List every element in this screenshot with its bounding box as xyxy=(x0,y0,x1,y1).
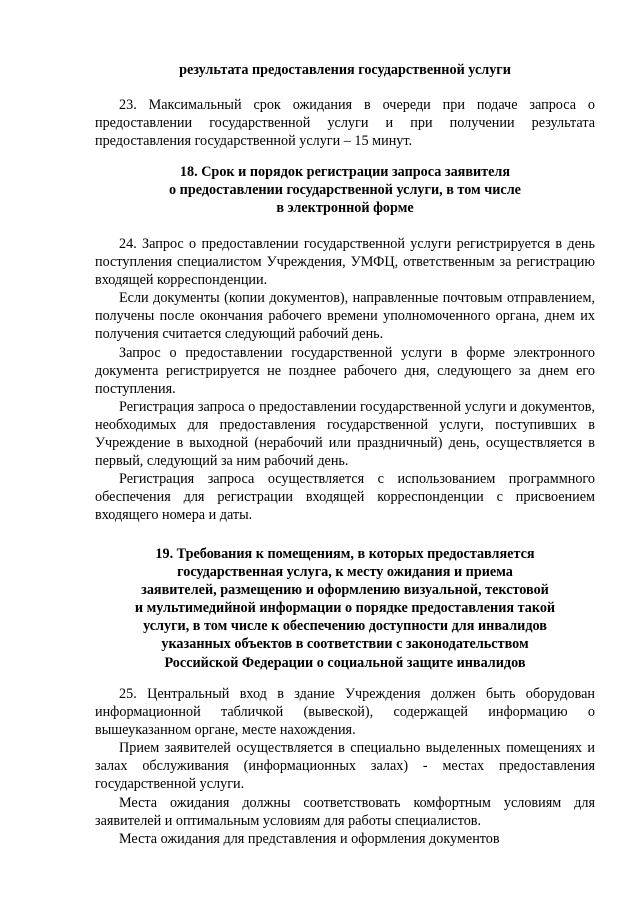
section-19-title-line: услуги, в том числе к обеспечению доступности для инвалидов xyxy=(143,618,547,635)
section-19-title-line: 19. Требования к помещениям, в которых предоставляется xyxy=(155,546,535,562)
paragraph-waiting-comfort: Места ожидания должны соответствовать комфортным условиям для заявителей и оптимальным условиям для работы специалистов. xyxy=(95,794,595,829)
section-18-title-line: о предоставлении государственной услуги, в том числе xyxy=(169,182,521,199)
paragraph-waiting-documents: Места ожидания для представления и оформления документов xyxy=(119,830,500,847)
paragraph-25: 25. Центральный вход в здание Учреждения должен быть оборудован информационной табличкой (вывеской), содержащей информацию о вышеуказанном органе, месте нахождения. xyxy=(95,686,595,739)
section-18-body xyxy=(95,235,595,525)
section-18-title-line: 18. Срок и порядок регистрации запроса заявителя xyxy=(179,164,511,180)
paragraph-24: 24. Запрос о предоставлении государственной услуги регистрируется в день поступления специалистом Учреждения, УМФЦ, ответственным за регистрацию входящей корреспонденции. xyxy=(95,236,595,289)
section-19-title-line: заявителей, размещению и оформлению визуальной, текстовой xyxy=(141,582,549,599)
section-19-body xyxy=(95,685,595,848)
section-19-title-line: государственная услуга, к месту ожидания и приема xyxy=(177,564,513,581)
section-19-title-line: Российской Федерации о социальной защите инвалидов xyxy=(164,654,526,671)
section-19-title-line: и мультимедийной информации о порядке предоставления такой xyxy=(134,600,556,617)
section-18-title-line: в электронной форме xyxy=(276,200,414,217)
section-heading-continuation xyxy=(95,61,595,79)
paragraph-text: 23. Максимальный срок ожидания в очереди при подаче запроса о предоставлении государственной услуги и при получении результата предоставления государственной услуги – 15 минут. xyxy=(95,97,595,150)
section-19-heading xyxy=(95,545,595,672)
paragraph-reception-areas: Прием заявителей осуществляется в специально выделенных помещениях и залах обслуживания (информационных залах) - местах предоставления государственной услуги. xyxy=(95,740,595,793)
section-19-title-line: указанных объектов в соответствии с законодательством xyxy=(161,636,529,653)
top-heading-text: результата предоставления государственной услуги xyxy=(179,62,511,78)
paragraph-mail-documents: Если документы (копии документов), направленные почтовым отправлением, получены после окончания рабочего времени уполномоченного органа, днем их получения считается следующий рабочий день. xyxy=(95,290,595,343)
paragraph-23 xyxy=(95,96,595,150)
paragraph-weekend-registration: Регистрация запроса о предоставлении государственной услуги и документов, необходимых для предоставления государственной услуги, поступивших в Учреждение в выходной (нерабочий или праздничный) день, осуществляется в первый, следующий за ним рабочий день. xyxy=(95,398,595,470)
paragraph-software-registration: Регистрация запроса осуществляется с использованием программного обеспечения для регистрации входящей корреспонденции с присвоением входящего номера и даты. xyxy=(95,471,595,524)
paragraph-electronic-request: Запрос о предоставлении государственной услуги в форме электронного документа регистрируется не позднее рабочего дня, следующего за днем его поступления. xyxy=(95,344,595,397)
section-18-heading xyxy=(95,163,595,217)
